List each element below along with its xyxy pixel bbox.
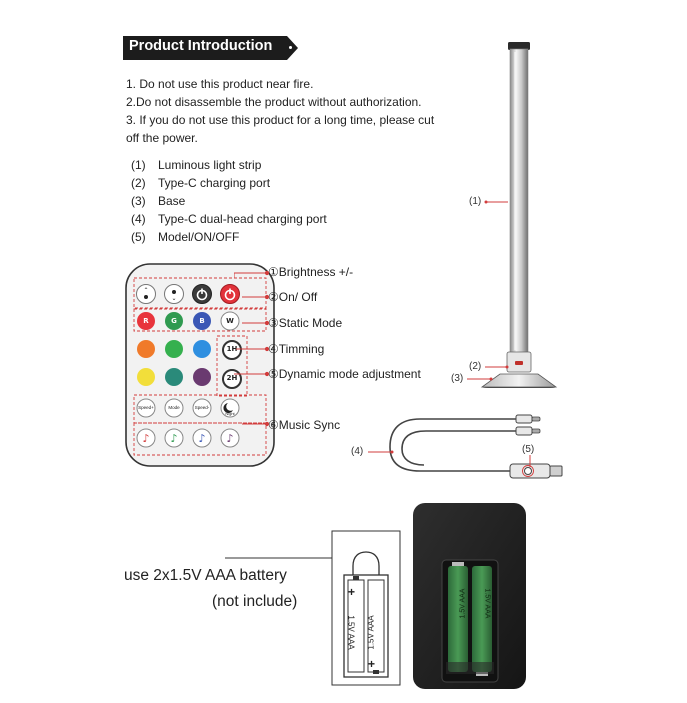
part-label: Type-C dual-head charging port: [158, 212, 327, 226]
part-num: (2): [131, 176, 146, 190]
remote-mode: Mode: [168, 405, 180, 410]
remote-label-dynamic: ⑤Dynamic mode adjustment: [268, 367, 421, 381]
part-num: (5): [131, 230, 146, 244]
callout-base: (3): [451, 373, 464, 384]
title-dot: [289, 46, 292, 49]
callout-switch: (5): [522, 444, 535, 455]
svg-text:♪: ♪: [170, 432, 178, 445]
part-label: Luminous light strip: [158, 158, 262, 172]
remote-letter-r: R: [143, 317, 149, 325]
remote-letter-b: B: [199, 317, 205, 325]
battery-caption: use 2x1.5V AAA battery: [124, 567, 287, 584]
callout-base-leader: [467, 375, 493, 383]
part-label: Base: [158, 194, 186, 208]
part-label: Model/ON/OFF: [158, 230, 240, 244]
remote-timer-2h: 2H: [226, 374, 238, 382]
svg-text:⌃: ⌃: [143, 287, 149, 294]
battery-caption-line: [225, 557, 335, 561]
callout-strip: (1): [469, 196, 482, 207]
remote-label-music: ⑥Music Sync: [268, 418, 341, 432]
part-label: Type-C charging port: [158, 176, 271, 190]
callout-strip-leader: [484, 198, 508, 206]
svg-text:♪: ♪: [198, 432, 206, 445]
callout-port: (2): [469, 361, 482, 372]
remote-letter-g: G: [171, 317, 177, 325]
battery-cell-label-1: 1.5V AAA: [346, 615, 356, 650]
callout-cable: (4): [351, 446, 364, 457]
note-1: 1. Do not use this product near fire.: [126, 77, 314, 91]
battery-plus-1: +: [348, 585, 356, 599]
battery-cell-label-2: 1.5V AAA: [366, 615, 376, 650]
remote-leader-lines: [234, 265, 270, 435]
page-title: Product Introduction: [129, 38, 273, 54]
note-3: 3. If you do not use this product for a long time, please cut: [126, 113, 435, 127]
part-item-4: [131, 212, 327, 226]
svg-text:⌄: ⌄: [171, 295, 177, 302]
part-num: (4): [131, 212, 146, 226]
battery-plus-2: +: [368, 657, 376, 671]
note-2: 2.Do not disassemble the product without authorization.: [126, 95, 422, 109]
remote-back-photo: [412, 502, 527, 690]
remote-timer-1h: 1H: [226, 345, 238, 353]
remote-back-cell-label-2: 1.5V AAA: [483, 588, 491, 619]
callout-cable-leader: [368, 448, 394, 456]
charging-cable-illustration: [340, 405, 580, 485]
remote-speed-up: Speed+: [138, 405, 154, 410]
part-item-3: [131, 194, 185, 208]
part-item-1: [131, 158, 261, 172]
remote-label-brightness: ①Brightness +/-: [268, 265, 354, 279]
battery-note: (not include): [212, 593, 298, 610]
part-num: (3): [131, 194, 146, 208]
remote-label-timing: ④Timming: [268, 342, 325, 356]
svg-text:♪: ♪: [226, 432, 234, 445]
part-num: (1): [131, 158, 146, 172]
callout-port-leader: [485, 363, 509, 371]
callout-switch-leader: [526, 455, 534, 468]
svg-text:♪: ♪: [142, 432, 150, 445]
note-3-cont: off the power.: [126, 131, 198, 145]
remote-label-static: ③Static Mode: [268, 316, 343, 330]
part-item-5: [131, 230, 239, 244]
remote-night: Night: [225, 411, 235, 416]
light-strip-illustration: [470, 38, 570, 398]
remote-back-cell-label-1: 1.5V AAA: [459, 588, 467, 619]
remote-label-onoff: ②On/ Off: [268, 290, 318, 304]
remote-letter-w: W: [226, 317, 234, 325]
remote-speed-down: Speed-: [194, 405, 210, 410]
part-item-2: [131, 176, 270, 190]
